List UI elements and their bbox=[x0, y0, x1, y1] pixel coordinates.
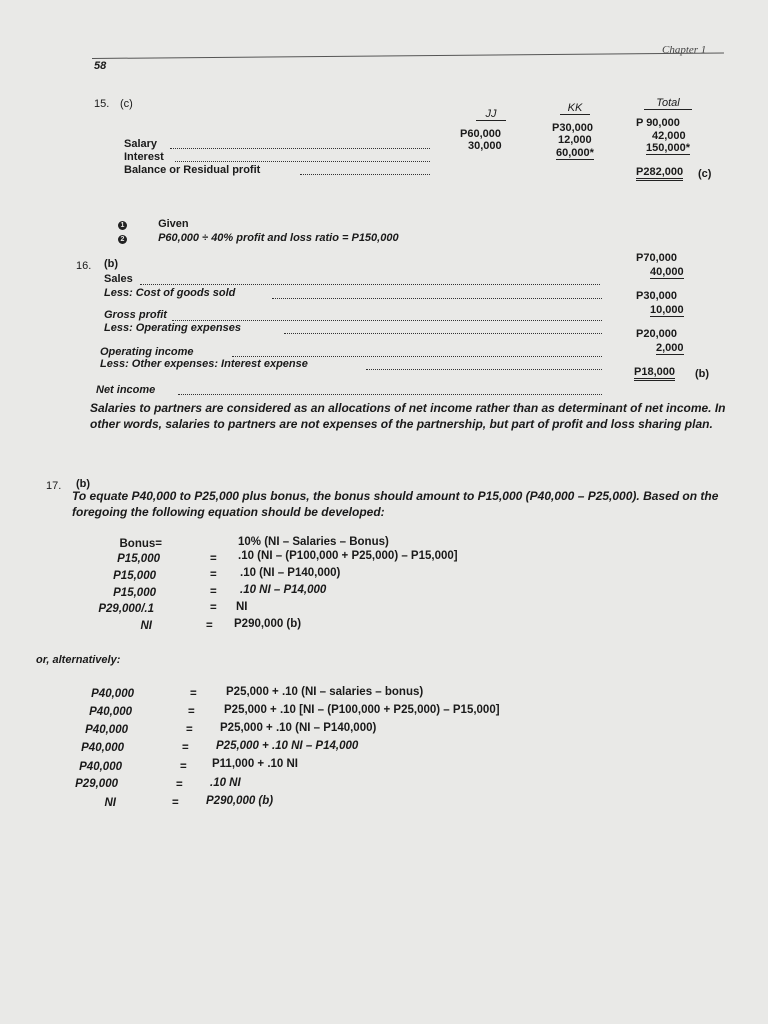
alt-eq-rhs: P290,000 (b) bbox=[206, 795, 274, 807]
alt-eq-lhs: P40,000 bbox=[81, 742, 124, 754]
eq-lhs: P15,000 bbox=[117, 553, 160, 565]
eq-lhs: Bonus= bbox=[119, 538, 162, 550]
q15-number: 15. bbox=[94, 98, 110, 110]
alt-eq-op: = bbox=[188, 706, 195, 718]
alt-eq-lhs: P40,000 bbox=[91, 688, 134, 700]
alt-eq-op: = bbox=[176, 779, 183, 791]
q16-answer: (b) bbox=[104, 258, 119, 270]
q16-line-label: Sales bbox=[104, 273, 133, 285]
q15-row-label: Balance or Residual profit bbox=[124, 164, 261, 176]
q16-line-label: Gross profit bbox=[104, 309, 167, 321]
q16-amount: P20,000 bbox=[636, 328, 677, 340]
q15-cell: 150,000* bbox=[646, 142, 691, 154]
eq-op: = bbox=[210, 602, 217, 614]
alt-eq-rhs: .10 NI bbox=[210, 777, 241, 789]
eq-rhs: NI bbox=[236, 601, 248, 613]
q15-col-kk: KK bbox=[560, 102, 590, 115]
eq-rhs: .10 (NI – (P100,000 + P25,000) – P15,000] bbox=[238, 550, 458, 562]
eq-op: = bbox=[210, 569, 217, 581]
eq-op: = bbox=[210, 586, 217, 598]
q16-line-label: Operating income bbox=[100, 346, 194, 358]
q17-answer: (b) bbox=[76, 478, 91, 490]
q16-amount: 2,000 bbox=[656, 342, 684, 354]
chapter-label: Chapter 1 bbox=[662, 44, 707, 56]
eq-lhs: P15,000 bbox=[113, 570, 156, 582]
q16-line-label: Less: Cost of goods sold bbox=[104, 287, 236, 299]
alt-eq-op: = bbox=[172, 797, 179, 809]
eq-op: = bbox=[210, 553, 217, 565]
alt-label: or, alternatively: bbox=[36, 654, 121, 666]
q16-amount: 10,000 bbox=[650, 304, 684, 316]
q15-grand-total-answer: (c) bbox=[698, 168, 712, 180]
alt-eq-lhs: P40,000 bbox=[89, 706, 132, 718]
q16-line-label: Net income bbox=[96, 384, 156, 396]
q15-grand-total: P282,000 bbox=[636, 166, 683, 181]
eq-lhs: P15,000 bbox=[113, 587, 156, 599]
alt-eq-lhs: P29,000 bbox=[75, 778, 118, 790]
alt-eq-rhs: P25,000 + .10 (NI – salaries – bonus) bbox=[226, 686, 424, 698]
q15-cell: 42,000 bbox=[652, 130, 686, 142]
q16-amount: P70,000 bbox=[636, 252, 677, 264]
eq-rhs: .10 (NI – P140,000) bbox=[240, 567, 341, 579]
eq-rhs: 10% (NI – Salaries – Bonus) bbox=[238, 536, 389, 548]
alt-eq-op: = bbox=[182, 742, 189, 754]
q15-cell: 12,000 bbox=[558, 134, 592, 146]
alt-eq-rhs: P25,000 + .10 NI – P14,000 bbox=[216, 740, 359, 752]
q16-amount: P30,000 bbox=[636, 290, 677, 302]
alt-eq-lhs: P40,000 bbox=[85, 724, 128, 736]
q15-col-jj: JJ bbox=[476, 108, 506, 121]
q16-explanation: Salaries to partners are considered as an allocations of net income rather than as determinant of net income. In other words, salaries to partners are not expenses of the partnership, but part of profit and loss sharing plan. bbox=[90, 401, 726, 431]
q15-cell: 30,000 bbox=[468, 140, 502, 152]
q15-col-total: Total bbox=[644, 97, 692, 110]
q17-intro: To equate P40,000 to P25,000 plus bonus, the bonus should amount to P15,000 (P40,000 – P25,000). Based on the foregoing the following equation should be developed: bbox=[72, 489, 719, 519]
q16-number: 16. bbox=[76, 260, 92, 272]
eq-rhs: .10 NI – P14,000 bbox=[240, 584, 327, 596]
q15-note-text: P60,000 ÷ 40% profit and loss ratio = P150,000 bbox=[158, 232, 399, 244]
q16-line-label: Less: Other expenses: Interest expense bbox=[100, 358, 308, 370]
eq-op: = bbox=[206, 620, 213, 632]
q15-answer: (c) bbox=[120, 98, 133, 110]
q15-cell: P 90,000 bbox=[636, 117, 680, 129]
q15-row-label: Interest bbox=[124, 151, 164, 163]
alt-eq-rhs: P11,000 + .10 NI bbox=[212, 758, 298, 770]
q15-note bbox=[118, 218, 189, 230]
eq-rhs: P290,000 (b) bbox=[234, 618, 302, 630]
q15-cell: P60,000 bbox=[460, 128, 501, 140]
note-marker-icon: 2 bbox=[118, 235, 127, 244]
alt-eq-lhs: P40,000 bbox=[79, 761, 122, 773]
q16-net-income-answer: (b) bbox=[695, 368, 710, 380]
q17-number: 17. bbox=[46, 480, 62, 492]
header-rule bbox=[92, 52, 724, 59]
q16-net-income-amount: P18,000 bbox=[634, 366, 675, 381]
page-number: 58 bbox=[94, 60, 107, 72]
alt-eq-rhs: P25,000 + .10 (NI – P140,000) bbox=[220, 722, 377, 734]
alt-eq-op: = bbox=[180, 761, 187, 773]
alt-eq-lhs: NI bbox=[104, 797, 116, 809]
alt-eq-op: = bbox=[190, 688, 197, 700]
q15-row-label: Salary bbox=[124, 138, 158, 150]
q15-cell: P30,000 bbox=[552, 122, 593, 134]
alt-eq-op: = bbox=[186, 724, 193, 736]
q16-line-label: Less: Operating expenses bbox=[104, 322, 241, 334]
q15-note-text: Given bbox=[158, 218, 189, 230]
eq-lhs: P29,000/.1 bbox=[98, 603, 154, 615]
eq-lhs: NI bbox=[140, 620, 152, 632]
alt-eq-rhs: P25,000 + .10 [NI – (P100,000 + P25,000) – P15,000] bbox=[224, 704, 500, 716]
note-marker-icon: 1 bbox=[118, 221, 127, 230]
q16-amount: 40,000 bbox=[650, 266, 684, 278]
q15-note bbox=[118, 232, 399, 244]
q15-cell: 60,000* bbox=[556, 147, 594, 159]
